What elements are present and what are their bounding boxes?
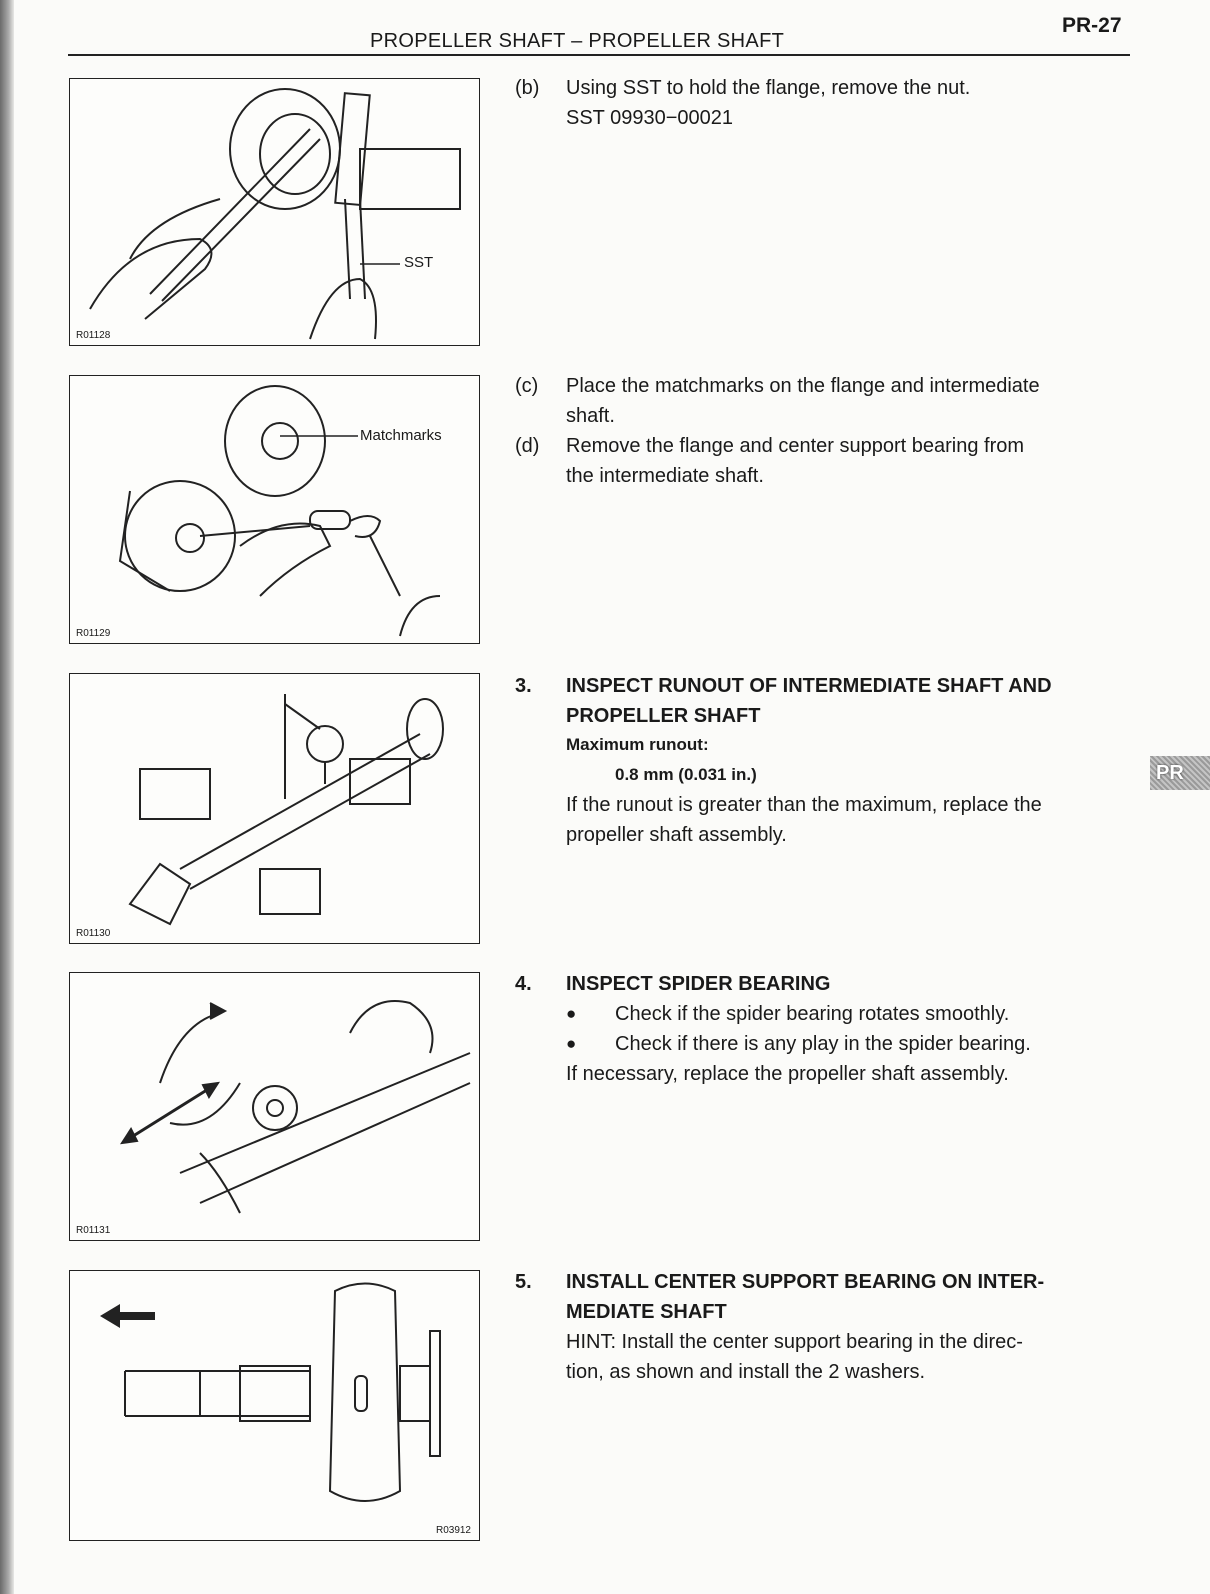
page-number: PR-27: [1062, 14, 1122, 37]
figure-runout: [69, 673, 480, 944]
figure-code: R01130: [76, 928, 111, 939]
step-4-marker: 4.: [515, 973, 532, 995]
figure-code: R03912: [435, 1525, 471, 1536]
header-rule: [68, 54, 1130, 56]
step-5-hint-1: HINT: Install the center support bearing in the direc-: [566, 1331, 1023, 1353]
figure-center-bearing: [69, 1270, 480, 1541]
step-b-sst: SST 09930−00021: [566, 107, 734, 129]
step-c-text-1: Place the matchmarks on the flange and intermediate: [566, 375, 1040, 397]
figure-code: R01129: [76, 628, 111, 639]
step-5-title-2: MEDIATE SHAFT: [566, 1301, 727, 1323]
illustration-center-bearing: [70, 1271, 479, 1540]
callout-matchmarks: Matchmarks: [360, 427, 442, 444]
step-b-text: Using SST to hold the flange, remove the nut.: [566, 77, 971, 99]
section-tab: PR: [1150, 756, 1210, 790]
step-3-title-1: INSPECT RUNOUT OF INTERMEDIATE SHAFT AND: [566, 675, 1052, 697]
step-3-text-1: If the runout is greater than the maximum, replace the: [566, 794, 1042, 816]
illustration-matchmarks: [70, 376, 479, 643]
step-4-bullet-2: Check if there is any play in the spider bearing.: [615, 1033, 1031, 1055]
step-d-text-2: the intermediate shaft.: [566, 465, 764, 487]
step-b-marker: (b): [515, 77, 540, 99]
step-4-bullet-1: Check if the spider bearing rotates smoothly.: [615, 1003, 1010, 1025]
figure-spider-bearing: [69, 972, 480, 1241]
figure-remove-nut: [69, 78, 480, 346]
illustration-runout-dial: [70, 674, 479, 943]
illustration-spider-bearing: [70, 973, 479, 1240]
step-5-hint-2: tion, as shown and install the 2 washers.: [566, 1361, 926, 1383]
step-3-spec-value: 0.8 mm (0.031 in.): [615, 765, 757, 784]
figure-code: R01128: [76, 330, 111, 341]
step-d-text-1: Remove the flange and center support bearing from: [566, 435, 1025, 457]
figure-matchmarks: [69, 375, 480, 644]
step-c-text-2: shaft.: [566, 405, 615, 427]
callout-sst: SST: [404, 254, 434, 271]
step-3-spec-label: Maximum runout:: [566, 735, 709, 754]
step-c-marker: (c): [515, 375, 539, 397]
step-3-marker: 3.: [515, 675, 532, 697]
bullet-icon: ●: [566, 1004, 577, 1023]
page-header-title: PROPELLER SHAFT – PROPELLER SHAFT: [370, 30, 785, 52]
step-4-title: INSPECT SPIDER BEARING: [566, 973, 831, 995]
step-4-text: If necessary, replace the propeller shaft assembly.: [566, 1063, 1009, 1085]
figure-code: R01131: [76, 1225, 111, 1236]
bullet-icon: ●: [566, 1034, 577, 1053]
step-3-text-2: propeller shaft assembly.: [566, 824, 787, 846]
step-5-marker: 5.: [515, 1271, 532, 1293]
illustration-flange-sst: [70, 79, 479, 345]
step-d-marker: (d): [515, 435, 540, 457]
step-3-title-2: PROPELLER SHAFT: [566, 705, 761, 727]
step-5-title-1: INSTALL CENTER SUPPORT BEARING ON INTER-: [566, 1271, 1045, 1293]
scan-edge: [0, 0, 14, 1594]
